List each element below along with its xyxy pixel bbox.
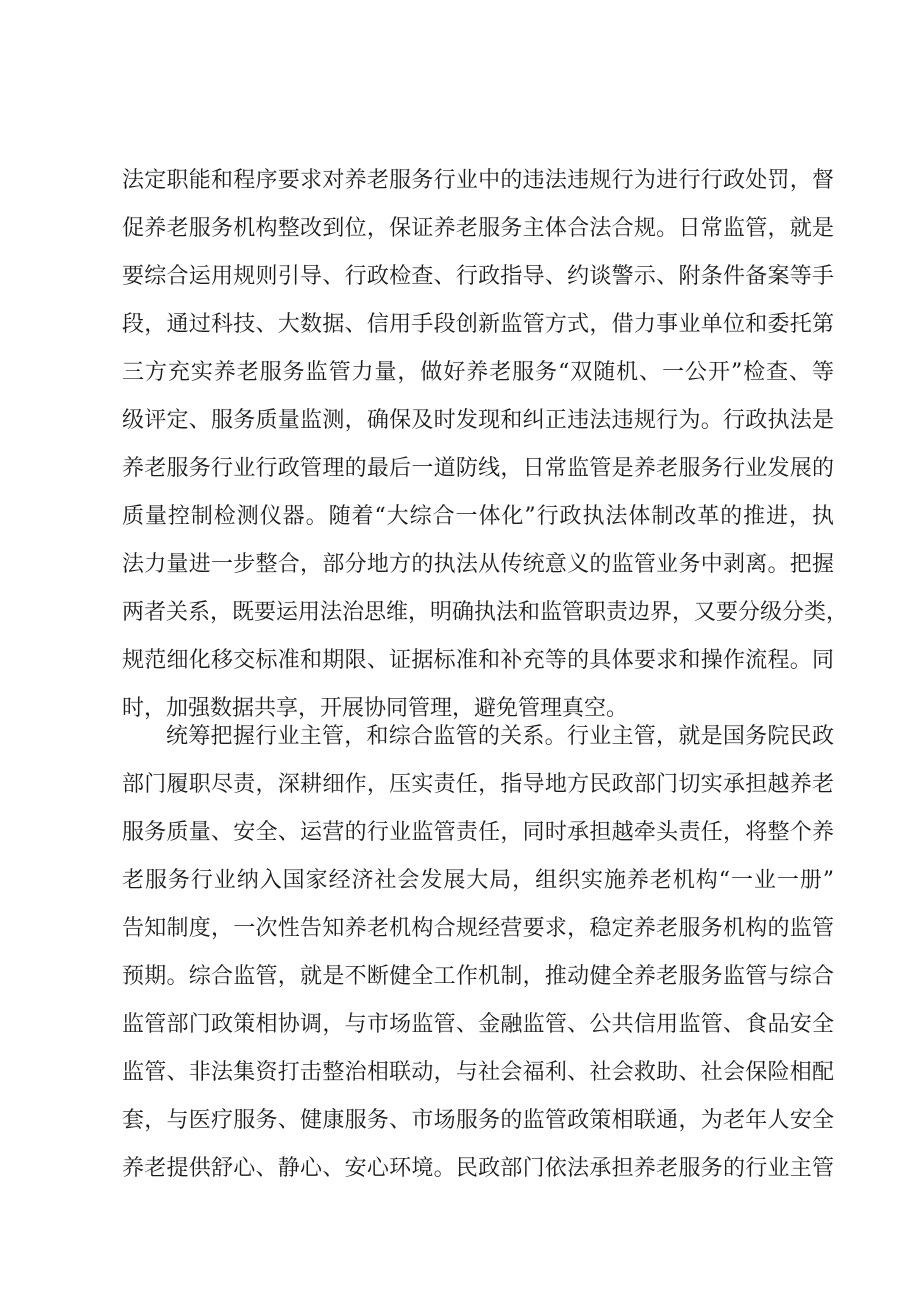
paragraph-1-line-7: 养老服务行业行政管理的最后一道防线，日常监管是养老服务行业发展的 <box>122 456 834 481</box>
paragraph-2-line-6: 预期。综合监管，就是不断健全工作机制，推动健全养老服务监管与综合 <box>122 964 834 989</box>
paragraph-2-line-3: 服务质量、安全、运营的行业监管责任，同时承担越牵头责任，将整个养 <box>122 820 834 845</box>
paragraph-1-line-2: 促养老服务机构整改到位，保证养老服务主体合法合规。日常监管，就是 <box>122 216 834 241</box>
paragraph-2-line-10: 养老提供舒心、静心、安心环境。民政部门依法承担养老服务的行业主管 <box>122 1156 834 1181</box>
paragraph-2-line-2: 部门履职尽责，深耕细作，压实责任，指导地方民政部门切实承担越养老 <box>122 772 834 797</box>
paragraph-1-line-6: 级评定、服务质量监测，确保及时发现和纠正违法违规行为。行政执法是 <box>122 408 834 433</box>
paragraph-1-line-12: 时，加强数据共享，开展协同管理，避免管理真空。 <box>122 696 629 721</box>
paragraph-1-line-5: 三方充实养老服务监管力量，做好养老服务“双随机、一公开”检查、等 <box>122 360 834 385</box>
paragraph-2-line-1: 统筹把握行业主管，和综合监管的关系。行业主管，就是国务院民政 <box>166 724 834 749</box>
paragraph-1-line-4: 段，通过科技、大数据、信用手段创新监管方式，借力事业单位和委托第 <box>122 312 834 337</box>
paragraph-1-line-10: 两者关系，既要运用法治思维，明确执法和监管职责边界，又要分级分类， <box>122 600 849 625</box>
paragraph-2-line-4: 老服务行业纳入国家经济社会发展大局，组织实施养老机构“一业一册” <box>122 868 834 893</box>
paragraph-2-line-8: 监管、非法集资打击整治相联动，与社会福利、社会救助、社会保险相配 <box>122 1060 834 1085</box>
paragraph-1-line-1: 法定职能和程序要求对养老服务行业中的违法违规行为进行行政处罚，督 <box>122 168 834 193</box>
paragraph-2-line-7: 监管部门政策相协调，与市场监管、金融监管、公共信用监管、食品安全 <box>122 1012 834 1037</box>
paragraph-2-line-5: 告知制度，一次性告知养老机构合规经营要求，稳定养老服务机构的监管 <box>122 916 834 941</box>
paragraph-2-line-9: 套，与医疗服务、健康服务、市场服务的监管政策相联通，为老年人安全 <box>122 1108 834 1133</box>
paragraph-1-line-9: 法力量进一步整合，部分地方的执法从传统意义的监管业务中剥离。把握 <box>122 552 834 577</box>
paragraph-1-line-8: 质量控制检测仪器。随着“大综合一体化”行政执法体制改革的推进，执 <box>122 504 834 529</box>
paragraph-1-line-3: 要综合运用规则引导、行政检查、行政指导、约谈警示、附条件备案等手 <box>122 264 834 289</box>
paragraph-1-line-11: 规范细化移交标准和期限、证据标准和补充等的具体要求和操作流程。同 <box>122 648 834 673</box>
